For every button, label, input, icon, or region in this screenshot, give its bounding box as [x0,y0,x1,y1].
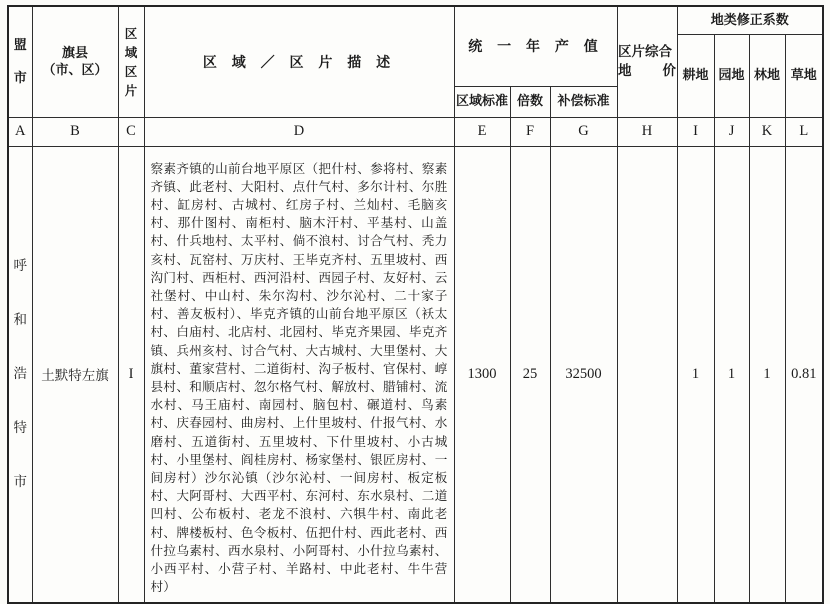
header-row-1 [8,6,823,34]
column-letters-row [8,117,823,146]
league-city-value: 呼和浩特市 [13,258,27,491]
header-banner-line2: （市、区） [42,62,108,78]
land-compensation-table [7,5,824,604]
zone-description-text: 察素齐镇的山前台地平原区（把什村、参将村、察素齐镇、此老村、大阳村、点什气村、多尔计村、尔胜村、缸房村、古城村、红房子村、兰灿村、毛脑亥村、那什图村、南柜村、脑木汗村、平基村、山盖村、什兵地村、太平村、倘不浪村、讨合气村、秃力亥村、瓦窑村、万庆村、王毕克齐村、五里坡村、西沟门村、西柜村、西河沿村、西园子村、友好村、云社堡村、中山村、朱尔沟村、沙尔沁村、二十家子村、善友板村）、毕克齐镇的山前台地平原区（袄太村、白庙村、北店村、北园村、毕克齐果园、毕克齐镇、兵州亥村、讨合气村、大古城村、大里堡村、大旗村、董家营村、二道街村、沟子板村、官保村、崞县村、和顺店村、忽尔格气村、解放村、腊铺村、流水村、马王庙村、南园村、脑包村、碾道村、鸟素村、庆春园村、曲房村、上什里坡村、什报气村、水磨村、五道街村、五里坡村、下什里坡村、小古城村、小里堡村、阎桂房村、杨家堡村、银匠房村、一间房村）沙尔沁镇（沙尔沁村、一间房村、板定板村、大阿哥村、大西平村、东河村、东水泉村、二道凹村、公布板村、老龙不浪村、六犋牛村、南此老村、牌楼板村、色令板村、伍把什村、西此老村、西什拉乌素村、西水泉村、小阿哥村、小什拉乌素村、小西平村、小营子村、羊路村、中此老村、牛牛营村） [150,160,448,595]
header-unified-annual-output: 统 一 年 产 值 [454,6,617,86]
col-letter-j: J [714,117,749,146]
cell-cultivated-land: 1 [677,146,714,603]
header-zone-description: 区 域 ／ 区 片 描 述 [144,6,454,117]
header-zone-price-line1: 区片综合 [618,43,673,60]
cell-league-city [8,146,32,603]
header-zone-comprehensive-price [617,6,677,117]
header-grass-land: 草地 [785,34,823,117]
header-cultivated-land: 耕地 [677,34,714,117]
header-land-type-correction: 地类修正系数 [677,6,823,34]
cell-zone: I [118,146,144,603]
col-letter-c: C [118,117,144,146]
col-letter-l: L [785,117,823,146]
header-compensation-standard: 补偿标准 [550,86,617,117]
cell-compensation-standard: 32500 [550,146,617,603]
header-league-city-label: 盟市 [13,37,27,86]
header-zone-label: 区域区片 [124,25,138,98]
col-letter-d: D [144,117,454,146]
cell-multiplier: 25 [510,146,550,603]
cell-regional-standard: 1300 [454,146,510,603]
cell-forest-land: 1 [749,146,785,603]
col-letter-a: A [8,117,32,146]
cell-zone-price [617,146,677,603]
col-letter-b: B [32,117,118,146]
header-banner [32,6,118,117]
header-regional-standard: 区域标准 [454,86,510,117]
cell-grass-land: 0.81 [785,146,823,603]
header-league-city [8,6,32,117]
table-row [8,146,823,603]
cell-zone-description [144,146,454,603]
header-multiplier: 倍数 [510,86,550,117]
header-forest-land: 林地 [749,34,785,117]
col-letter-f: F [510,117,550,146]
cell-banner: 土默特左旗 [32,146,118,603]
col-letter-h: H [617,117,677,146]
header-banner-line1: 旗县 [61,45,88,61]
col-letter-g: G [550,117,617,146]
col-letter-k: K [749,117,785,146]
cell-garden-land: 1 [714,146,749,603]
col-letter-e: E [454,117,510,146]
header-garden-land: 园地 [714,34,749,117]
header-zone [118,6,144,117]
header-zone-price-line2: 地 价 [618,62,677,79]
col-letter-i: I [677,117,714,146]
